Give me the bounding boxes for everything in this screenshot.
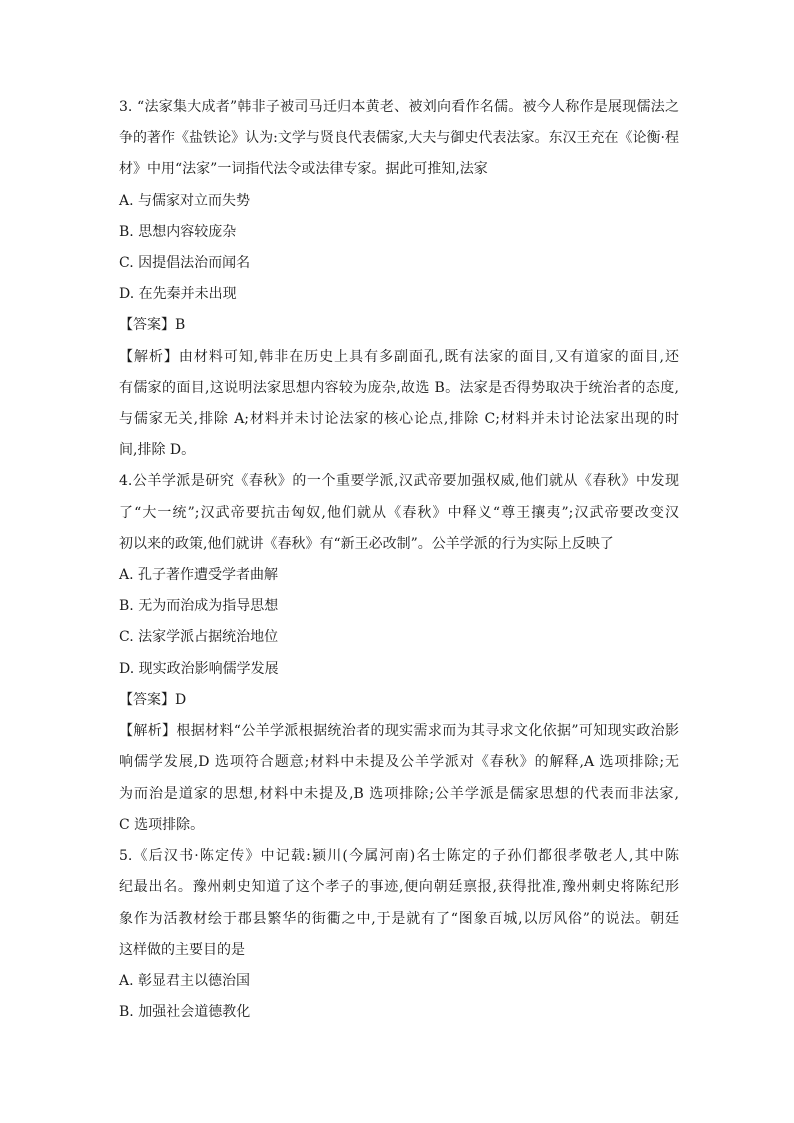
q3-stem-1: 3. “法家集大成者”韩非子被司马迁归本黄老、被刘向看作名儒。被今人称作是展现儒法之 [119, 99, 679, 115]
q4-option-d: D. 现实政治影响儒学发展 [119, 661, 279, 677]
q4-option-b: B. 无为而治成为指导思想 [119, 598, 279, 614]
q5-option-b: B. 加强社会道德教化 [119, 1004, 251, 1020]
q4-analysis-4: C 选项排除。 [119, 817, 205, 833]
q3-stem-2: 争的著作《盐铁论》认为:文学与贤良代表儒家,大夫与御史代表法家。东汉王充在《论衡·程 [119, 130, 679, 146]
q5-stem-4: 这样做的主要目的是 [119, 942, 245, 958]
q3-option-d: D. 在先秦并未出现 [119, 286, 237, 302]
q4-answer: 【答案】D [119, 692, 187, 708]
q3-analysis-4: 间,排除 D。 [119, 442, 196, 458]
q4-stem-3: 初以来的政策,他们就讲《春秋》有“新王必改制”。公羊学派的行为实际上反映了 [119, 536, 614, 552]
q3-analysis-2: 有儒家的面目,这说明法家思想内容较为庞杂,故选 B。法家是否得势取决于统治者的态度, [119, 380, 679, 396]
q5-option-a: A. 彰显君主以德治国 [119, 973, 251, 989]
q4-stem-1: 4.公羊学派是研究《春秋》的一个重要学派,汉武帝要加强权威,他们就从《春秋》中发现 [119, 473, 679, 489]
q4-analysis-2: 响儒学发展,D 选项符合题意;材料中未提及公羊学派对《春秋》的解释,A 选项排除;无 [119, 754, 679, 770]
q4-analysis-1: 【解析】根据材料“公羊学派根据统治者的现实需求而为其寻求文化依据”可知现实政治影 [119, 723, 679, 739]
q3-stem-3: 材》中用“法家”一词指代法令或法律专家。据此可推知,法家 [119, 161, 488, 177]
q3-option-b: B. 思想内容较庞杂 [119, 224, 237, 240]
q5-stem-3: 象作为活教材绘于郡县繁华的街衢之中,于是就有了“图象百城,以厉风俗”的说法。朝廷 [119, 911, 679, 927]
q4-option-c: C. 法家学派占据统治地位 [119, 629, 279, 645]
q4-option-a: A. 孔子著作遭受学者曲解 [119, 567, 279, 583]
q3-analysis-3: 与儒家无关,排除 A;材料并未讨论法家的核心论点,排除 C;材料并未讨论法家出现的时 [119, 411, 679, 427]
q5-stem-2: 纪最出名。豫州刺史知道了这个孝子的事迹,便向朝廷禀报,获得批准,豫州刺史将陈纪形 [119, 879, 679, 895]
q3-option-c: C. 因提倡法治而闻名 [119, 255, 251, 271]
q3-option-a: A. 与儒家对立而失势 [119, 193, 251, 209]
q4-stem-2: 了“大一统”;汉武帝要抗击匈奴,他们就从《春秋》中释义“尊王攘夷”;汉武帝要改变汉 [119, 505, 679, 521]
q4-analysis-3: 为而治是道家的思想,材料中未提及,B 选项排除;公羊学派是儒家思想的代表而非法家, [119, 786, 679, 802]
q3-answer: 【答案】B [119, 317, 186, 333]
q5-stem-1: 5.《后汉书·陈定传》中记载:颍川(今属河南)名士陈定的子孙们都很孝敬老人,其中陈 [119, 848, 679, 864]
q3-analysis-1: 【解析】由材料可知,韩非在历史上具有多副面孔,既有法家的面目,又有道家的面目,还 [119, 349, 679, 365]
